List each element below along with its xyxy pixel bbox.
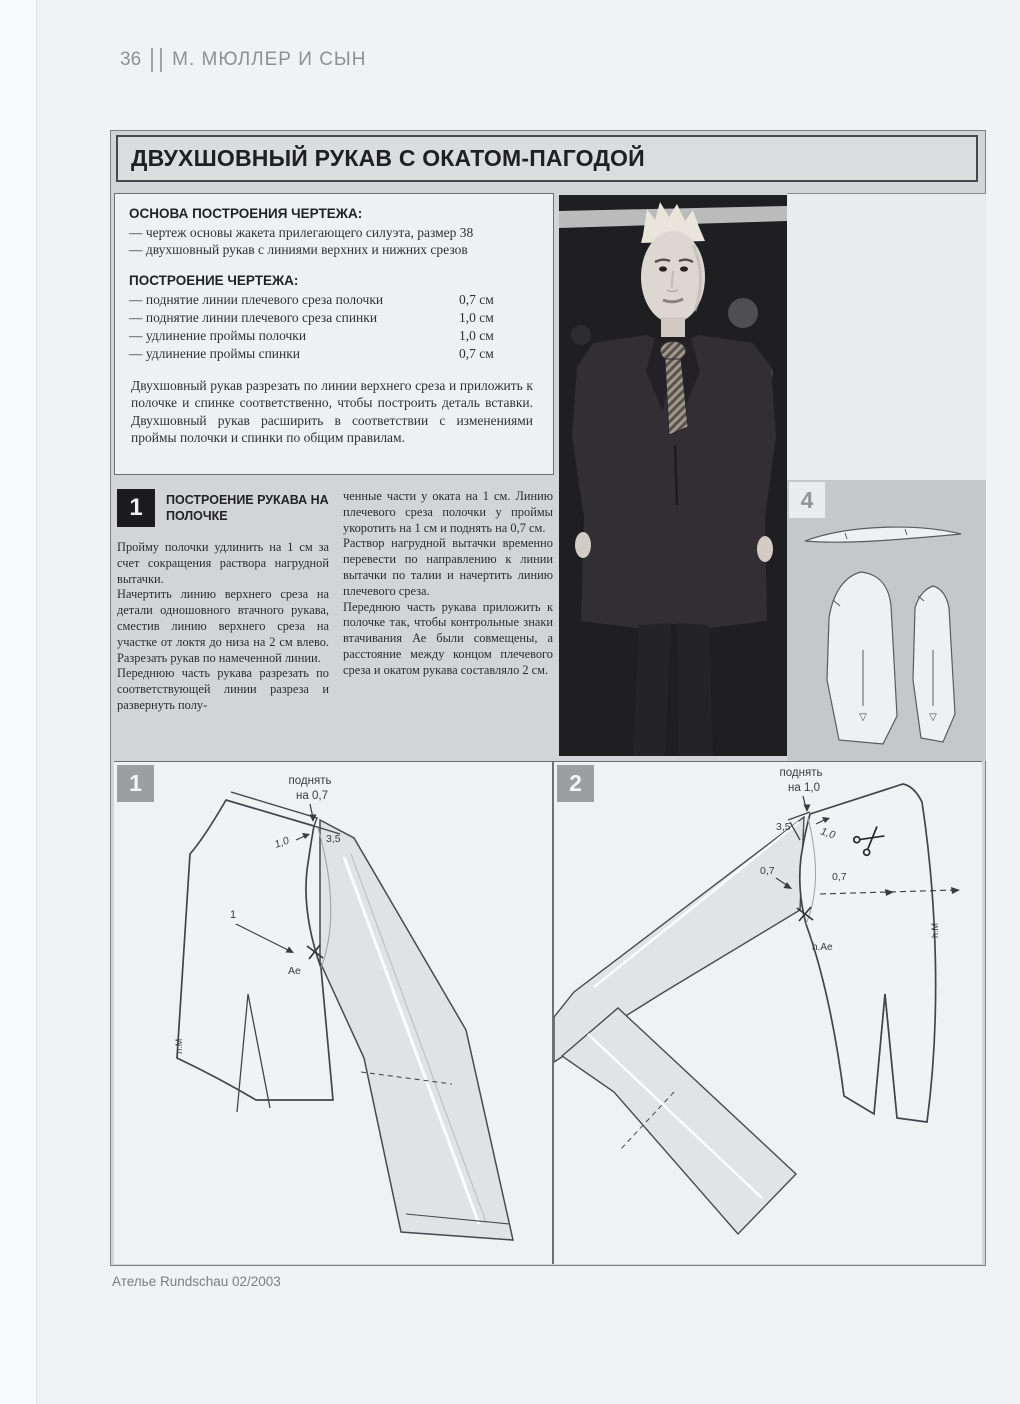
sleeve-fan bbox=[554, 817, 804, 1062]
sleeve-band bbox=[320, 820, 513, 1240]
section-1-number: 1 bbox=[117, 489, 155, 527]
article-plate bbox=[110, 130, 986, 1266]
notch-label: Ае bbox=[288, 965, 301, 977]
scan-edge-strip bbox=[0, 0, 37, 1404]
construction-info-box bbox=[114, 193, 554, 475]
eye bbox=[659, 266, 667, 271]
measure-0-7: 0,7 bbox=[832, 871, 847, 883]
trouser-leg bbox=[677, 623, 713, 756]
tie-knot bbox=[660, 341, 686, 361]
column-right bbox=[343, 489, 553, 679]
raise-label: на 0,7 bbox=[296, 790, 328, 802]
cut-label-1: 1 bbox=[230, 909, 237, 921]
measure-1-0: 1,0 bbox=[272, 834, 291, 851]
basis-item: — двухшовный рукав с линиями верхних и нижних срезов bbox=[129, 242, 468, 258]
construction-row bbox=[129, 309, 537, 327]
hand bbox=[575, 532, 591, 558]
article-title: ДВУХШОВНЫЙ РУКАВ С ОКАТОМ-ПАГОДОЙ bbox=[131, 145, 645, 171]
raise-label: поднять bbox=[288, 775, 332, 787]
double-bar-divider bbox=[151, 48, 162, 72]
figure-4-drawing bbox=[787, 480, 986, 761]
bodice-front-outline bbox=[177, 800, 333, 1100]
paragraph: Начертить линию верхнего среза на детали одношовного втачного рукава, сместив линию верхнего среза на участке от локтя до низа на 2 см влево. Разрезать рукав по намеченной линии. bbox=[117, 587, 329, 665]
section-1-heading: ПОСТРОЕНИЕ РУКАВА НА ПОЛОЧКЕ bbox=[166, 493, 329, 524]
basis-heading: ОСНОВА ПОСТРОЕНИЯ ЧЕРТЕЖА: bbox=[129, 206, 363, 221]
running-head bbox=[120, 48, 366, 72]
paragraph: Пройму полочки удлинить на 1 см за счет сокращения раствора нагрудной вытачки. bbox=[117, 540, 329, 586]
grain-arrow-icon: ▽ bbox=[929, 712, 937, 723]
paragraph: ченные части у оката на 1 см. Линию плечевого среза полочки у проймы укоротить на 1 см и поднять на 0,7 см. bbox=[343, 489, 553, 535]
notch-label: h.Ае bbox=[812, 942, 833, 953]
page-number: 36 bbox=[120, 49, 142, 70]
measure-3-5: 3,5 bbox=[776, 821, 791, 833]
construction-label: — удлинение проймы полочки bbox=[129, 327, 307, 343]
figure-row bbox=[114, 761, 982, 1264]
construction-row bbox=[129, 327, 537, 345]
figure-1-drawing bbox=[114, 762, 552, 1265]
sleeve-cap-insert-piece bbox=[805, 527, 961, 542]
hand bbox=[757, 536, 773, 562]
sleeve-fold-line bbox=[588, 1034, 762, 1198]
center-front-label: л.М bbox=[174, 1038, 184, 1054]
section-1 bbox=[117, 489, 555, 757]
center-back-label: h.M bbox=[930, 922, 940, 938]
figure-2-number: 2 bbox=[557, 765, 594, 802]
measure-3-5: 3,5 bbox=[326, 833, 341, 845]
eye bbox=[680, 266, 688, 271]
figure-2-panel bbox=[554, 762, 982, 1264]
figure-1-number: 1 bbox=[117, 765, 154, 802]
trouser-leg bbox=[633, 623, 671, 756]
construction-row bbox=[129, 291, 537, 309]
figure-1-panel bbox=[114, 762, 554, 1264]
measure-1-0: 1,0 bbox=[819, 825, 837, 842]
paragraph: Раствор нагрудной вытачки временно перевести по направлению к линии вытачки по талии и начертить линию плечевого среза. bbox=[343, 536, 553, 598]
construction-label: — поднятие линии плечевого среза спинки bbox=[129, 309, 378, 325]
raise-label: на 1,0 bbox=[788, 782, 820, 794]
paragraph: Переднюю часть рукава приложить к полочке так, чтобы контрольные знаки втачивания Ае были совмещены, а расстояние между концом плечевого среза и окатом рукава составляло 2 см. bbox=[343, 599, 553, 677]
figure-4-number: 4 bbox=[789, 482, 825, 518]
figure-2-drawing bbox=[554, 762, 980, 1265]
construction-value: 1,0 см bbox=[459, 327, 494, 343]
construction-row bbox=[129, 345, 537, 363]
side-panel-blank bbox=[787, 193, 986, 480]
article-title-bar bbox=[116, 135, 978, 182]
neck bbox=[661, 317, 685, 337]
paragraph: Переднюю часть рукава разрезать по соответствующей линии разреза и развернуть полу- bbox=[117, 666, 329, 712]
raise-label: поднять bbox=[779, 767, 823, 779]
construction-value: 0,7 см bbox=[459, 345, 494, 361]
construction-value: 1,0 см bbox=[459, 309, 494, 325]
measure-0-7: 0,7 bbox=[760, 865, 775, 877]
construction-label: — удлинение проймы спинки bbox=[129, 345, 301, 361]
construction-heading: ПОСТРОЕНИЕ ЧЕРТЕЖА: bbox=[129, 272, 299, 288]
intro-note: Двухшовный рукав разрезать по линии верхнего среза и приложить к полочке и спинке соответственно, чтобы построить деталь вставки. Двухшовный рукав расширить в соответствии с изменениями проймы полочки и спинки по общим правилам. bbox=[131, 377, 533, 446]
column-left bbox=[117, 540, 329, 714]
arrow-icon bbox=[951, 887, 960, 894]
basis-item: — чертеж основы жакета прилегающего силуэта, размер 38 bbox=[129, 225, 474, 240]
grain-arrow-icon: ▽ bbox=[859, 712, 867, 723]
arrow-down-icon bbox=[804, 805, 811, 813]
model-photo bbox=[559, 195, 787, 756]
publication-title: М. МЮЛЛЕР И СЫН bbox=[172, 49, 367, 70]
figure-4-panel bbox=[787, 480, 986, 761]
footer-credit: Ателье Rundschau 02/2003 bbox=[112, 1274, 281, 1289]
construction-label: — поднятие линии плечевого среза полочки bbox=[129, 291, 384, 307]
construction-value: 0,7 см bbox=[459, 291, 494, 307]
